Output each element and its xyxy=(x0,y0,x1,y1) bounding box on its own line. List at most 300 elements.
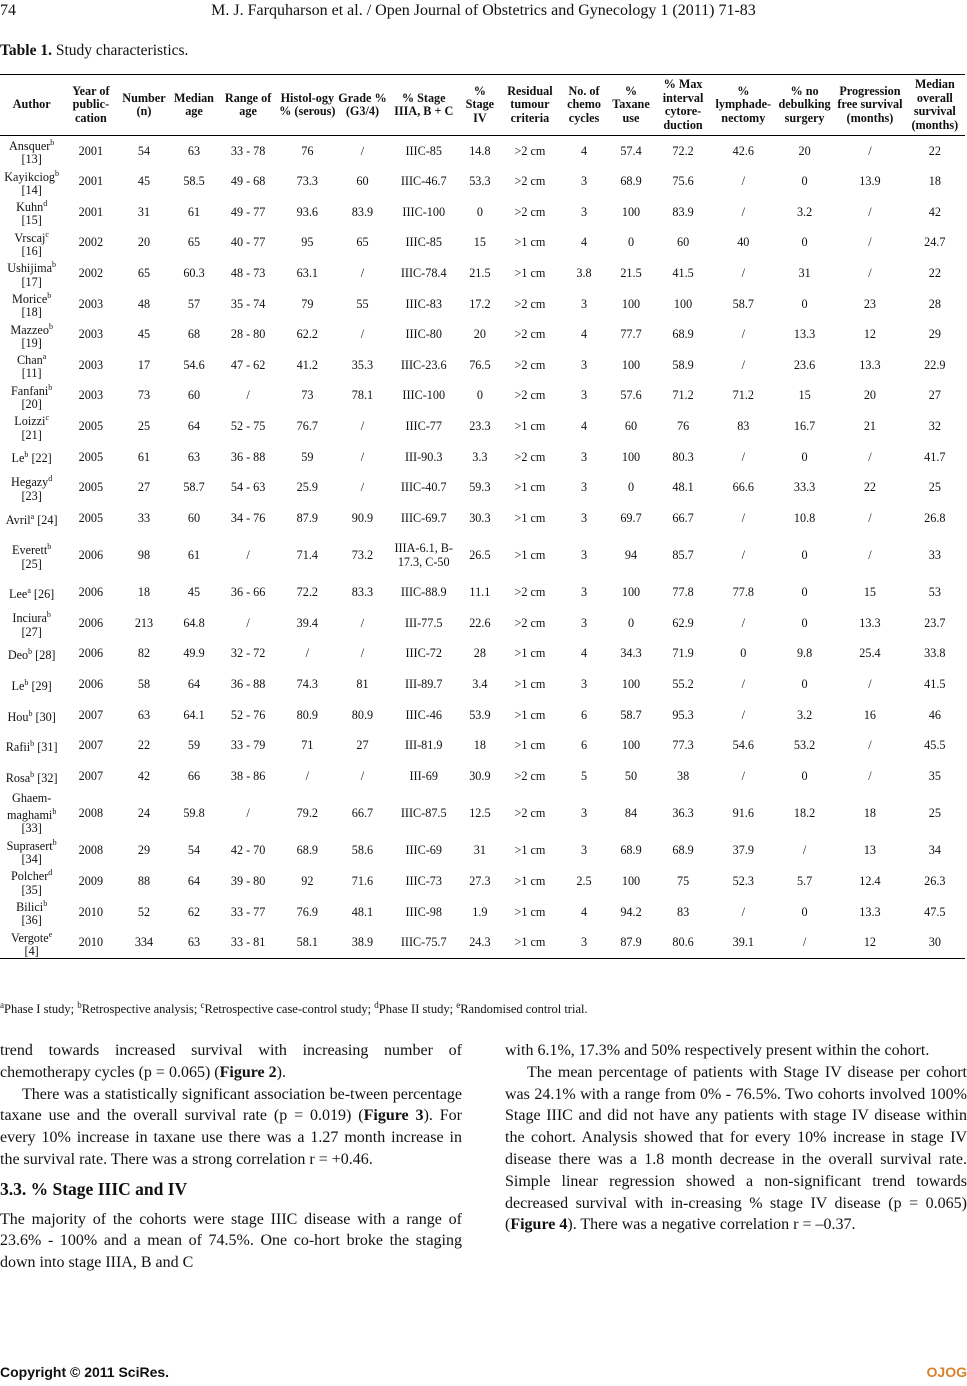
paragraph-text: The mean percentage of patients with Stage IV disease per cohort was 24.1% with a range from 0% - 76.5%. Two cohorts involved 100% Stage IIIC and did not have any patients with stage IV disease within the cohort. Analysis showed that for every 10% increase in stage IV disease there was a 1.8 month decrease in the overall survival rate. Simple linear regression showed a non-significant trend towards decreased survival with in-creasing % stage IV disease (p = 0.065) ( xyxy=(505,1063,967,1234)
column-header: Histol-ogy % (serous) xyxy=(279,90,336,118)
table-cell: >1 cm xyxy=(514,235,546,250)
table-cell: 40 xyxy=(737,235,750,250)
table-cell: 9.8 xyxy=(796,646,813,661)
table-cell: 33 - 77 xyxy=(230,904,266,919)
author-name: Everett xyxy=(12,543,48,558)
table-cell: 100 xyxy=(621,296,641,311)
author-name: Ushijima xyxy=(7,261,52,276)
table-cell: 2006 xyxy=(78,585,104,600)
table-cell: 76.7 xyxy=(296,418,318,433)
table-row xyxy=(0,669,965,700)
table-cell: 81 xyxy=(356,677,369,692)
table-cell: 48.1 xyxy=(351,904,374,919)
table-cell: 20 xyxy=(137,235,151,250)
table-cell: IIIC-69 xyxy=(405,843,442,858)
table-cell: 85.7 xyxy=(672,547,694,562)
author-name: Vergote xyxy=(11,930,49,945)
column-header: Median age xyxy=(174,90,214,118)
table-cell: 59.8 xyxy=(183,806,205,821)
table-cell: / xyxy=(360,615,365,630)
table-cell: 33 - 81 xyxy=(230,935,266,950)
table-cell: 3 xyxy=(580,357,588,372)
table-cell: 22 xyxy=(863,480,877,495)
table-cell: 74.3 xyxy=(296,677,318,692)
table-cell: 100 xyxy=(621,357,641,372)
table-cell: >1 cm xyxy=(514,646,546,661)
reference-number[interactable]: [34] xyxy=(21,852,42,867)
table-cell: 65 xyxy=(137,265,151,280)
table-cell: >1 cm xyxy=(514,480,546,495)
table-cell: 22 xyxy=(928,143,941,158)
reference-number[interactable]: [15] xyxy=(21,213,42,228)
table-cell: 16.7 xyxy=(793,418,816,433)
table-cell: IIIC-69.7 xyxy=(400,510,447,525)
page-footer xyxy=(0,1364,967,1384)
table-caption-label: Table 1. xyxy=(0,42,52,59)
author-cell xyxy=(0,792,63,836)
table-cell: 69.7 xyxy=(620,510,642,525)
table-cell: 34.3 xyxy=(620,646,642,661)
table-cell: 100 xyxy=(621,874,641,889)
author-footnote-mark: b xyxy=(30,769,35,779)
author-cell xyxy=(0,731,63,762)
table-cell: 2001 xyxy=(78,143,104,158)
table-cell: 2008 xyxy=(78,843,104,858)
table-cell: 55 xyxy=(356,296,369,311)
table-cell: 57 xyxy=(187,296,201,311)
table-cell: 52.3 xyxy=(732,874,754,889)
table-cell: 0 xyxy=(801,296,808,311)
author-name: Morice xyxy=(12,291,48,306)
table-cell: 58.6 xyxy=(351,843,374,858)
author-name: Le xyxy=(11,679,25,694)
table-cell: / xyxy=(741,204,745,219)
table-cell: / xyxy=(246,388,250,403)
table-cell: / xyxy=(360,265,365,280)
table-cell: / xyxy=(741,707,745,722)
author-footnote-mark: d xyxy=(48,474,53,484)
author-cell xyxy=(0,442,63,473)
table-row xyxy=(0,350,965,381)
table-cell: >2 cm xyxy=(514,174,546,189)
table-cell: 22 xyxy=(928,265,941,280)
table-cell: 83.9 xyxy=(351,204,374,219)
table-cell: 2005 xyxy=(78,510,104,525)
table-cell: 2.5 xyxy=(576,874,592,889)
author-name: Lee xyxy=(9,587,28,602)
table-cell: 3 xyxy=(580,547,588,562)
author-footnote-mark: a xyxy=(27,586,31,596)
table-cell: 2007 xyxy=(78,768,104,783)
table-cell: 100 xyxy=(621,585,641,600)
column-header: Year of public-cation xyxy=(72,83,110,125)
table-cell: 0 xyxy=(801,615,808,630)
reference-number[interactable]: [14] xyxy=(21,182,42,197)
table-cell: 52 xyxy=(137,904,151,919)
table-cell: / xyxy=(868,143,872,158)
table-cell: 12 xyxy=(863,935,877,950)
table-cell: 21 xyxy=(863,418,877,433)
author-footnote-mark: b xyxy=(28,647,33,657)
author-footnote-mark: d xyxy=(48,868,53,878)
table-cell: 32 - 72 xyxy=(230,646,266,661)
table-row xyxy=(0,197,965,228)
author-name: Avril xyxy=(5,512,31,527)
table-cell: 3.4 xyxy=(472,677,488,692)
reference-number[interactable]: [11] xyxy=(21,366,42,381)
table-cell: 24 xyxy=(137,806,151,821)
author-footnote-mark: c xyxy=(45,413,49,423)
table-cell: / xyxy=(741,449,745,464)
author-footnote-mark: b xyxy=(51,260,56,270)
table-cell: 13.9 xyxy=(859,174,881,189)
table-cell: 2006 xyxy=(78,547,104,562)
figure-ref[interactable]: Figure 3 xyxy=(363,1107,424,1125)
footnote-text: Randomised control trial. xyxy=(460,1002,588,1017)
copyright: Copyright © 2011 SciRes. xyxy=(0,1364,170,1380)
author-footnote-mark: b xyxy=(24,678,29,688)
author-cell xyxy=(0,866,63,897)
author-name: Polcher xyxy=(11,869,49,884)
column-header: Grade % (G3/4) xyxy=(338,90,387,118)
table-cell: >1 cm xyxy=(514,547,546,562)
author-footnote-mark: b xyxy=(55,168,60,178)
table-cell: 83 xyxy=(676,904,690,919)
table-cell: 49.9 xyxy=(183,646,205,661)
table-cell: 18 xyxy=(863,806,877,821)
footnote-mark: e xyxy=(456,1000,461,1010)
table-cell: 42 xyxy=(137,768,151,783)
table-cell: 83.3 xyxy=(351,585,374,600)
table-row xyxy=(0,319,965,350)
table-cell: 53.2 xyxy=(793,738,816,753)
author-name: Kayikciog xyxy=(4,169,56,184)
table-cell: 63 xyxy=(187,143,201,158)
table-cell: 60 xyxy=(624,418,638,433)
table-cell: 83.9 xyxy=(672,204,694,219)
author-cell xyxy=(0,608,63,639)
reference-number[interactable]: [17] xyxy=(21,274,42,289)
table-cell: 26.3 xyxy=(924,874,946,889)
author-cell xyxy=(0,381,63,412)
table-cell: 39.1 xyxy=(732,935,754,950)
table-cell: 36 - 88 xyxy=(230,677,266,692)
table-cell: 73 xyxy=(137,388,151,403)
table-cell: 45 xyxy=(137,327,151,342)
table-cell: 28 xyxy=(473,646,486,661)
table-cell: 39 - 80 xyxy=(230,874,266,889)
table-cell: >1 cm xyxy=(514,738,546,753)
table-cell: 2001 xyxy=(78,204,104,219)
table-row xyxy=(0,411,965,442)
table-cell: 33.8 xyxy=(924,646,946,661)
author-footnote-mark: b xyxy=(47,290,52,300)
author-cell xyxy=(0,503,63,534)
paragraph xyxy=(0,1084,462,1171)
figure-ref[interactable]: Figure 4 xyxy=(510,1216,568,1234)
table-cell: 0 xyxy=(740,646,747,661)
table-cell: 66.7 xyxy=(672,510,694,525)
author-name: Le xyxy=(11,451,25,466)
table-cell: IIIC-88.9 xyxy=(400,585,447,600)
table-cell: 88 xyxy=(137,874,151,889)
body-column-left xyxy=(0,1040,462,1274)
table-cell: 18 xyxy=(137,585,151,600)
reference-number[interactable]: [24] xyxy=(37,512,58,527)
table-cell: 13.3 xyxy=(793,327,816,342)
body-column-right xyxy=(505,1040,967,1236)
reference-number[interactable]: [18] xyxy=(21,305,42,320)
table-cell: 24.7 xyxy=(924,235,946,250)
table-cell: IIIC-72 xyxy=(405,646,442,661)
table-cell: 34 - 76 xyxy=(230,510,266,525)
table-cell: 57.6 xyxy=(620,388,642,403)
column-header: % no debulking surgery xyxy=(778,83,831,125)
table-cell: 13.3 xyxy=(859,357,881,372)
table-caption-text: Study characteristics. xyxy=(51,42,189,59)
footnote-text: Phase I study; xyxy=(4,1002,78,1017)
author-cell xyxy=(0,700,63,731)
table-cell: IIIC-46 xyxy=(405,707,442,722)
author-name: Rafii xyxy=(5,740,31,755)
table-cell: 87.9 xyxy=(620,935,642,950)
page-header xyxy=(0,0,967,24)
reference-number[interactable]: [23] xyxy=(21,488,42,503)
table-cell: 40 - 77 xyxy=(230,235,266,250)
table-cell: / xyxy=(360,646,365,661)
table-cell: 3 xyxy=(580,843,588,858)
table-cell: / xyxy=(868,235,872,250)
table-cell: 4 xyxy=(580,418,588,433)
reference-number[interactable]: [32] xyxy=(37,770,58,785)
table-cell: 42.6 xyxy=(732,143,754,158)
table-row xyxy=(0,289,965,320)
table-cell: 76 xyxy=(676,418,690,433)
table-cell: 3 xyxy=(580,510,588,525)
reference-number[interactable]: [33] xyxy=(21,821,42,836)
paragraph-text: ). xyxy=(276,1063,286,1081)
table-cell: 41.7 xyxy=(924,449,946,464)
table-row xyxy=(0,761,965,792)
table-row xyxy=(0,836,965,867)
table-cell: 35.3 xyxy=(351,357,374,372)
table-cell: 23 xyxy=(863,296,877,311)
table-row xyxy=(0,534,965,578)
column-header: % Stage IIIA, B + C xyxy=(394,90,454,118)
table-cell: 68.9 xyxy=(620,174,642,189)
author-cell xyxy=(0,319,63,350)
table-row xyxy=(0,928,965,959)
author-cell xyxy=(0,472,63,503)
column-header: Range of age xyxy=(224,90,272,118)
table-cell: 3 xyxy=(580,174,588,189)
table-cell: 60 xyxy=(187,510,201,525)
table-cell: 11.1 xyxy=(469,585,491,600)
reference-number[interactable]: [4] xyxy=(24,943,39,958)
reference-number[interactable]: [28] xyxy=(35,648,56,663)
figure-ref[interactable]: Figure 2 xyxy=(219,1063,277,1081)
author-name: Rosa xyxy=(5,770,31,785)
table-cell: 6 xyxy=(580,738,588,753)
table-cell: / xyxy=(305,768,310,783)
table-cell: 54 - 63 xyxy=(230,480,266,495)
table-cell: 63 xyxy=(187,449,201,464)
table-cell: 71.4 xyxy=(296,547,318,562)
table-cell: / xyxy=(868,449,872,464)
table-cell: 53.3 xyxy=(469,174,491,189)
table-cell: IIIC-23.6 xyxy=(400,357,447,372)
column-header: No. of chemo cycles xyxy=(567,83,601,125)
reference-number[interactable]: [13] xyxy=(21,152,42,167)
table-cell: >1 cm xyxy=(514,843,546,858)
reference-number[interactable]: [26] xyxy=(33,587,55,602)
table-cell: 23.7 xyxy=(924,615,946,630)
table-cell: 58.5 xyxy=(183,174,205,189)
table-cell: 65 xyxy=(187,235,201,250)
author-footnote-mark: b xyxy=(52,837,57,847)
table-cell: 31 xyxy=(137,204,151,219)
table-cell: 95 xyxy=(301,235,314,250)
table-cell: IIIA-6.1, B-17.3, C-50 xyxy=(394,541,453,569)
table-cell: 68 xyxy=(187,327,201,342)
table-cell: IIIC-78.4 xyxy=(400,265,447,280)
table-cell: 68.9 xyxy=(672,843,694,858)
table-cell: 25 xyxy=(137,418,151,433)
table-cell: 61 xyxy=(137,449,151,464)
table-cell: 26.8 xyxy=(924,510,946,525)
table-cell: 4 xyxy=(580,646,588,661)
author-footnote-mark: d xyxy=(43,199,48,209)
reference-number[interactable]: [19] xyxy=(21,335,42,350)
author-cell xyxy=(0,578,63,609)
table-cell: 66.7 xyxy=(351,806,374,821)
table-cell: 80.9 xyxy=(296,707,318,722)
table-cell: 58.1 xyxy=(296,935,318,950)
reference-number[interactable]: [25] xyxy=(21,556,42,571)
table-cell: 94.2 xyxy=(620,904,642,919)
table-cell: 62.2 xyxy=(296,327,318,342)
table-cell: 2010 xyxy=(78,935,104,950)
table-cell: / xyxy=(246,547,250,562)
table-cell: 61 xyxy=(187,547,201,562)
reference-number[interactable]: [27] xyxy=(21,624,42,639)
table-cell: 2003 xyxy=(78,357,104,372)
table-cell: IIIC-77 xyxy=(405,418,442,433)
author-name: Ghaem-maghami xyxy=(6,790,53,823)
table-cell: / xyxy=(741,174,745,189)
table-cell: 72.2 xyxy=(296,585,318,600)
reference-number[interactable]: [31] xyxy=(37,740,58,755)
footnote-mark: b xyxy=(77,1000,82,1010)
table-cell: 15 xyxy=(473,235,486,250)
table-cell: 13.3 xyxy=(859,615,881,630)
table-cell: 49 - 68 xyxy=(230,174,266,189)
table-cell: 47 - 62 xyxy=(230,357,266,372)
author-footnote-mark: b xyxy=(50,138,55,147)
table-cell: 3 xyxy=(580,935,588,950)
author-cell xyxy=(0,761,63,792)
table-cell: 71.2 xyxy=(672,388,694,403)
table-row xyxy=(0,700,965,731)
table-cell: 28 xyxy=(928,296,941,311)
reference-number[interactable]: [20] xyxy=(21,396,42,411)
running-head: M. J. Farquharson et al. / Open Journal of Obstetrics and Gynecology 1 (2011) 71-83 xyxy=(211,2,756,19)
table-cell: 61 xyxy=(187,204,201,219)
footnote-mark: d xyxy=(374,1000,379,1010)
author-name: Fanfani xyxy=(11,383,49,398)
author-cell xyxy=(0,836,63,867)
table-cell: IIIC-73 xyxy=(405,874,442,889)
table-cell: / xyxy=(360,480,365,495)
table-cell: / xyxy=(741,547,745,562)
reference-number[interactable]: [21] xyxy=(21,427,42,442)
table-cell: 73.2 xyxy=(351,547,374,562)
study-characteristics-table xyxy=(0,74,965,959)
table-cell: 63 xyxy=(137,707,151,722)
reference-number[interactable]: [36] xyxy=(21,913,42,928)
table-cell: 71 xyxy=(301,738,314,753)
table-row xyxy=(0,166,965,197)
table-cell: 22.6 xyxy=(469,615,491,630)
table-cell: 82 xyxy=(137,646,151,661)
table-cell: 36 - 66 xyxy=(230,585,266,600)
table-cell: 4 xyxy=(580,143,588,158)
table-cell: 2003 xyxy=(78,296,104,311)
footnote-text: Retrospective analysis; xyxy=(81,1002,201,1017)
paragraph-text: ). For every 10% increase in taxane use there was a 1.27 month increase in the survival rate. There was a strong correlation r = +0.46. xyxy=(0,1107,463,1168)
table-cell: 95.3 xyxy=(672,707,694,722)
table-cell: 0 xyxy=(801,449,808,464)
column-header: Median overall survival (months) xyxy=(911,77,959,132)
table-cell: 71.6 xyxy=(351,874,374,889)
table-cell: 83 xyxy=(737,418,750,433)
table-cell: 68.9 xyxy=(620,843,642,858)
table-cell: 100 xyxy=(673,296,693,311)
paragraph xyxy=(505,1062,967,1236)
table-cell: 0 xyxy=(627,615,635,630)
author-footnote-mark: b xyxy=(43,899,48,908)
author-name: Hou xyxy=(7,709,29,724)
table-cell: 48 xyxy=(137,296,151,311)
reference-number[interactable]: [30] xyxy=(35,709,56,724)
table-cell: 15 xyxy=(798,388,811,403)
table-cell: 3.2 xyxy=(796,204,813,219)
table-cell: 75 xyxy=(676,874,690,889)
table-cell: 50 xyxy=(624,768,638,783)
table-cell: 20 xyxy=(473,327,486,342)
paragraph: The majority of the cohorts were stage IIIC disease with a range of 23.6% - 100% and a mean of 74.5%. One co-hort broke the staging down into stage IIIA, B and C xyxy=(0,1210,462,1272)
table-cell: / xyxy=(741,904,745,919)
table-cell: 6 xyxy=(580,707,588,722)
reference-number[interactable]: [35] xyxy=(21,882,42,897)
author-cell xyxy=(0,928,63,959)
table-cell: 0 xyxy=(476,204,483,219)
table-cell: 48.1 xyxy=(672,480,694,495)
page-number: 74 xyxy=(0,2,16,19)
table-cell: 4 xyxy=(580,235,588,250)
reference-number[interactable]: [16] xyxy=(21,243,42,258)
table-cell: 5 xyxy=(580,768,588,783)
table-cell: 25 xyxy=(928,480,941,495)
table-cell: III-69 xyxy=(409,768,438,783)
reference-number[interactable]: [22] xyxy=(31,451,52,466)
reference-number[interactable]: [29] xyxy=(31,679,52,694)
table-cell: / xyxy=(868,677,872,692)
table-cell: 4 xyxy=(580,327,588,342)
author-footnote-mark: a xyxy=(30,511,35,521)
table-cell: III-77.5 xyxy=(404,615,443,630)
table-cell: 68.9 xyxy=(296,843,318,858)
